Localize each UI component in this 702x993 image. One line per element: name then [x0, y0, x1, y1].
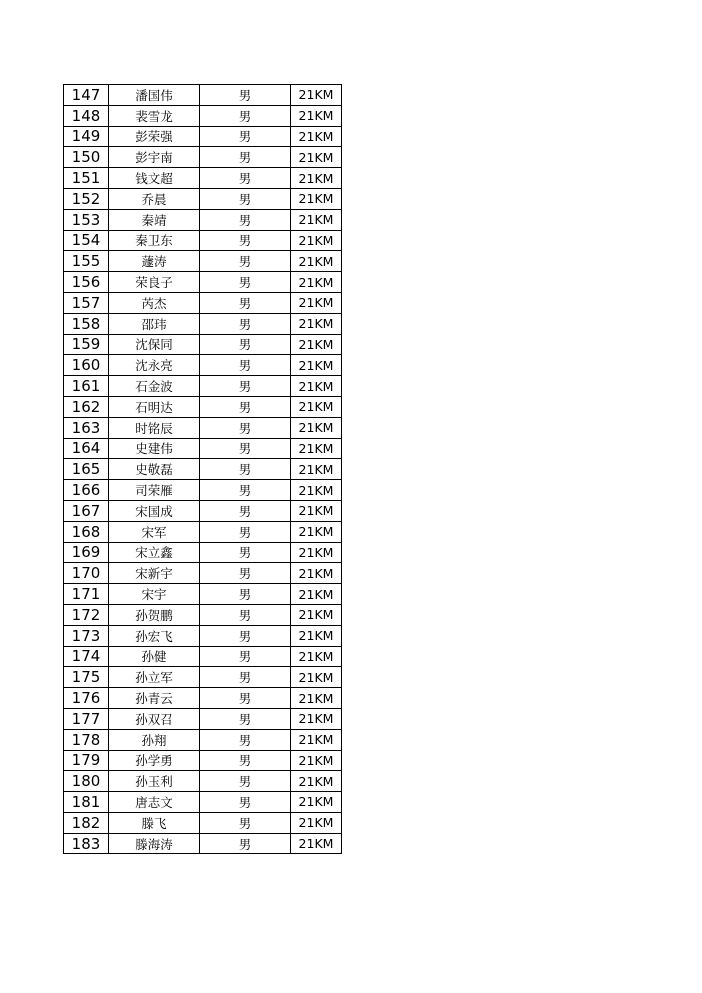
gender-cell: 男	[200, 168, 291, 189]
table-row	[64, 521, 342, 542]
bib-number-cell: 150	[64, 147, 109, 168]
bib-number-cell: 179	[64, 750, 109, 771]
table-row	[64, 209, 342, 230]
runner-name-cell: 沈保同	[109, 334, 200, 355]
runner-name-cell: 孙宏飞	[109, 625, 200, 646]
runner-name-cell: 滕飞	[109, 812, 200, 833]
distance-cell: 21KM	[291, 563, 342, 584]
runner-name-cell: 彭宇南	[109, 147, 200, 168]
runner-name-cell: 宋新宇	[109, 563, 200, 584]
table-row	[64, 313, 342, 334]
runner-name-cell: 宋国成	[109, 500, 200, 521]
gender-cell: 男	[200, 812, 291, 833]
table-row	[64, 355, 342, 376]
bib-number-cell: 182	[64, 812, 109, 833]
table-row	[64, 667, 342, 688]
table-row	[64, 792, 342, 813]
distance-cell: 21KM	[291, 251, 342, 272]
gender-cell: 男	[200, 459, 291, 480]
distance-cell: 21KM	[291, 85, 342, 106]
distance-cell: 21KM	[291, 209, 342, 230]
distance-cell: 21KM	[291, 438, 342, 459]
distance-cell: 21KM	[291, 376, 342, 397]
bib-number-cell: 174	[64, 646, 109, 667]
table-row	[64, 230, 342, 251]
bib-number-cell: 148	[64, 105, 109, 126]
distance-cell: 21KM	[291, 667, 342, 688]
table-row	[64, 625, 342, 646]
gender-cell: 男	[200, 729, 291, 750]
gender-cell: 男	[200, 126, 291, 147]
table-row	[64, 376, 342, 397]
bib-number-cell: 156	[64, 272, 109, 293]
gender-cell: 男	[200, 147, 291, 168]
runner-name-cell: 孙翔	[109, 729, 200, 750]
runner-name-cell: 史敬磊	[109, 459, 200, 480]
bib-number-cell: 157	[64, 292, 109, 313]
table-row	[64, 708, 342, 729]
bib-number-cell: 165	[64, 459, 109, 480]
runner-name-cell: 石明达	[109, 396, 200, 417]
table-row	[64, 646, 342, 667]
roster-body	[64, 85, 342, 854]
roster-sheet	[63, 84, 342, 854]
runner-name-cell: 孙贺鹏	[109, 604, 200, 625]
distance-cell: 21KM	[291, 688, 342, 709]
runner-name-cell: 孙玉利	[109, 771, 200, 792]
runner-name-cell: 潘国伟	[109, 85, 200, 106]
table-row	[64, 584, 342, 605]
table-row	[64, 105, 342, 126]
runner-name-cell: 秦卫东	[109, 230, 200, 251]
distance-cell: 21KM	[291, 521, 342, 542]
distance-cell: 21KM	[291, 147, 342, 168]
gender-cell: 男	[200, 251, 291, 272]
bib-number-cell: 168	[64, 521, 109, 542]
bib-number-cell: 161	[64, 376, 109, 397]
table-row	[64, 396, 342, 417]
bib-number-cell: 147	[64, 85, 109, 106]
table-row	[64, 438, 342, 459]
runner-name-cell: 荣良子	[109, 272, 200, 293]
table-row	[64, 500, 342, 521]
table-row	[64, 750, 342, 771]
distance-cell: 21KM	[291, 396, 342, 417]
distance-cell: 21KM	[291, 313, 342, 334]
bib-number-cell: 183	[64, 833, 109, 854]
runner-name-cell: 孙立军	[109, 667, 200, 688]
table-row	[64, 480, 342, 501]
distance-cell: 21KM	[291, 729, 342, 750]
table-row	[64, 417, 342, 438]
bib-number-cell: 172	[64, 604, 109, 625]
runner-name-cell: 孙健	[109, 646, 200, 667]
bib-number-cell: 153	[64, 209, 109, 230]
bib-number-cell: 149	[64, 126, 109, 147]
bib-number-cell: 177	[64, 708, 109, 729]
distance-cell: 21KM	[291, 792, 342, 813]
runner-name-cell: 石金波	[109, 376, 200, 397]
gender-cell: 男	[200, 500, 291, 521]
bib-number-cell: 169	[64, 542, 109, 563]
gender-cell: 男	[200, 376, 291, 397]
bib-number-cell: 167	[64, 500, 109, 521]
table-row	[64, 459, 342, 480]
bib-number-cell: 166	[64, 480, 109, 501]
gender-cell: 男	[200, 833, 291, 854]
runner-name-cell: 史建伟	[109, 438, 200, 459]
gender-cell: 男	[200, 688, 291, 709]
bib-number-cell: 162	[64, 396, 109, 417]
distance-cell: 21KM	[291, 272, 342, 293]
gender-cell: 男	[200, 85, 291, 106]
table-row	[64, 147, 342, 168]
bib-number-cell: 171	[64, 584, 109, 605]
table-row	[64, 251, 342, 272]
runner-name-cell: 时铭辰	[109, 417, 200, 438]
gender-cell: 男	[200, 750, 291, 771]
distance-cell: 21KM	[291, 105, 342, 126]
gender-cell: 男	[200, 521, 291, 542]
bib-number-cell: 164	[64, 438, 109, 459]
runner-name-cell: 宋军	[109, 521, 200, 542]
distance-cell: 21KM	[291, 646, 342, 667]
distance-cell: 21KM	[291, 417, 342, 438]
runner-name-cell: 滕海涛	[109, 833, 200, 854]
runner-name-cell: 唐志文	[109, 792, 200, 813]
bib-number-cell: 181	[64, 792, 109, 813]
runner-name-cell: 彭荣强	[109, 126, 200, 147]
gender-cell: 男	[200, 563, 291, 584]
table-row	[64, 729, 342, 750]
bib-number-cell: 163	[64, 417, 109, 438]
gender-cell: 男	[200, 625, 291, 646]
table-row	[64, 812, 342, 833]
distance-cell: 21KM	[291, 542, 342, 563]
distance-cell: 21KM	[291, 292, 342, 313]
gender-cell: 男	[200, 334, 291, 355]
roster-table	[63, 84, 342, 854]
bib-number-cell: 176	[64, 688, 109, 709]
distance-cell: 21KM	[291, 230, 342, 251]
gender-cell: 男	[200, 667, 291, 688]
gender-cell: 男	[200, 313, 291, 334]
table-row	[64, 272, 342, 293]
table-row	[64, 833, 342, 854]
gender-cell: 男	[200, 792, 291, 813]
bib-number-cell: 155	[64, 251, 109, 272]
runner-name-cell: 邵玮	[109, 313, 200, 334]
gender-cell: 男	[200, 584, 291, 605]
runner-name-cell: 钱文超	[109, 168, 200, 189]
gender-cell: 男	[200, 771, 291, 792]
bib-number-cell: 160	[64, 355, 109, 376]
runner-name-cell: 孙双召	[109, 708, 200, 729]
distance-cell: 21KM	[291, 604, 342, 625]
runner-name-cell: 孙学勇	[109, 750, 200, 771]
table-row	[64, 688, 342, 709]
runner-name-cell: 宋立鑫	[109, 542, 200, 563]
runner-name-cell: 乔晨	[109, 188, 200, 209]
gender-cell: 男	[200, 209, 291, 230]
gender-cell: 男	[200, 396, 291, 417]
gender-cell: 男	[200, 438, 291, 459]
bib-number-cell: 158	[64, 313, 109, 334]
table-row	[64, 542, 342, 563]
runner-name-cell: 裴雪龙	[109, 105, 200, 126]
distance-cell: 21KM	[291, 812, 342, 833]
gender-cell: 男	[200, 417, 291, 438]
gender-cell: 男	[200, 480, 291, 501]
gender-cell: 男	[200, 188, 291, 209]
runner-name-cell: 司荣雁	[109, 480, 200, 501]
table-row	[64, 126, 342, 147]
distance-cell: 21KM	[291, 584, 342, 605]
distance-cell: 21KM	[291, 771, 342, 792]
distance-cell: 21KM	[291, 188, 342, 209]
bib-number-cell: 180	[64, 771, 109, 792]
runner-name-cell: 芮杰	[109, 292, 200, 313]
runner-name-cell: 秦靖	[109, 209, 200, 230]
distance-cell: 21KM	[291, 708, 342, 729]
gender-cell: 男	[200, 292, 291, 313]
bib-number-cell: 154	[64, 230, 109, 251]
distance-cell: 21KM	[291, 833, 342, 854]
bib-number-cell: 151	[64, 168, 109, 189]
distance-cell: 21KM	[291, 355, 342, 376]
runner-name-cell: 宋宇	[109, 584, 200, 605]
distance-cell: 21KM	[291, 459, 342, 480]
distance-cell: 21KM	[291, 126, 342, 147]
gender-cell: 男	[200, 708, 291, 729]
distance-cell: 21KM	[291, 334, 342, 355]
gender-cell: 男	[200, 230, 291, 251]
bib-number-cell: 173	[64, 625, 109, 646]
table-row	[64, 604, 342, 625]
distance-cell: 21KM	[291, 500, 342, 521]
table-row	[64, 334, 342, 355]
runner-name-cell: 蘧涛	[109, 251, 200, 272]
table-row	[64, 168, 342, 189]
table-row	[64, 563, 342, 584]
gender-cell: 男	[200, 272, 291, 293]
gender-cell: 男	[200, 542, 291, 563]
bib-number-cell: 159	[64, 334, 109, 355]
table-row	[64, 85, 342, 106]
gender-cell: 男	[200, 646, 291, 667]
bib-number-cell: 170	[64, 563, 109, 584]
bib-number-cell: 152	[64, 188, 109, 209]
gender-cell: 男	[200, 604, 291, 625]
runner-name-cell: 沈永亮	[109, 355, 200, 376]
bib-number-cell: 175	[64, 667, 109, 688]
gender-cell: 男	[200, 105, 291, 126]
distance-cell: 21KM	[291, 168, 342, 189]
table-row	[64, 188, 342, 209]
bib-number-cell: 178	[64, 729, 109, 750]
distance-cell: 21KM	[291, 625, 342, 646]
distance-cell: 21KM	[291, 480, 342, 501]
table-row	[64, 771, 342, 792]
gender-cell: 男	[200, 355, 291, 376]
distance-cell: 21KM	[291, 750, 342, 771]
table-row	[64, 292, 342, 313]
runner-name-cell: 孙青云	[109, 688, 200, 709]
